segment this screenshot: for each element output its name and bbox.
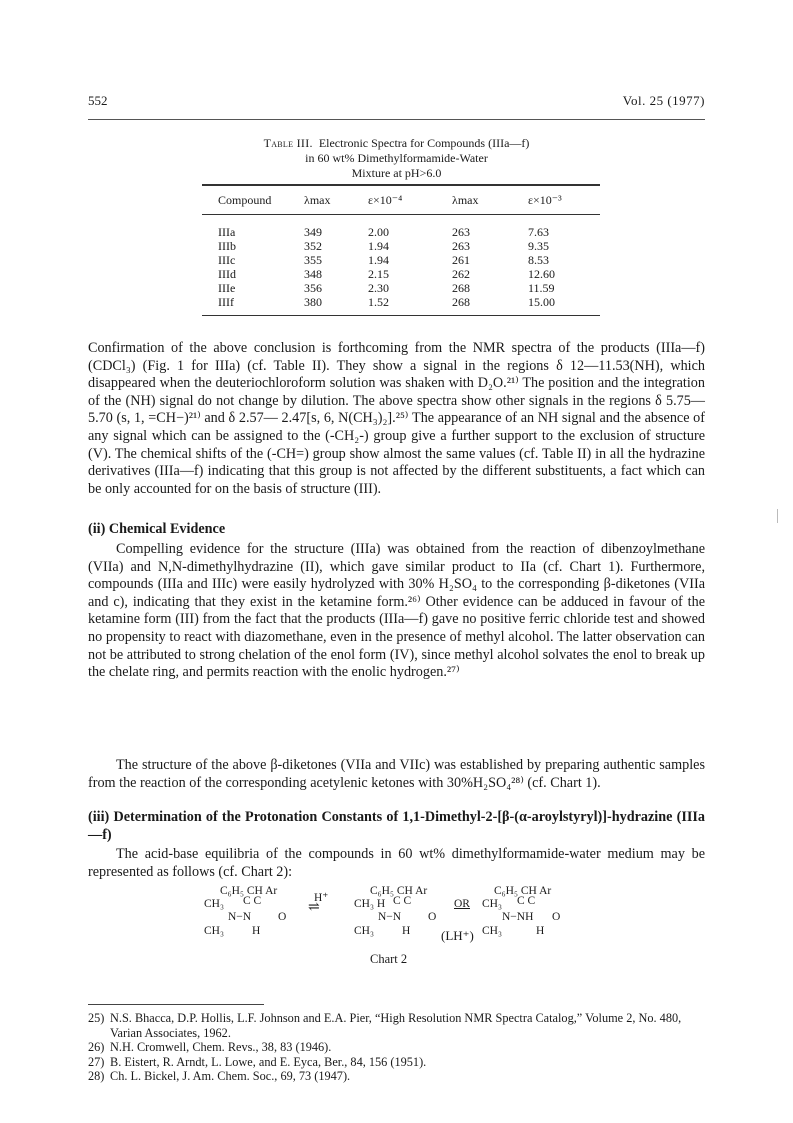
structure-2-hydrazine: N−N: [378, 911, 402, 923]
protonated-form-label: (LH⁺): [441, 928, 474, 943]
structure-2-methyl-top: CH₃ H: [354, 898, 386, 910]
table-row: [202, 295, 600, 316]
table-cell: 352: [304, 239, 322, 253]
table-cell: 1.52: [368, 295, 452, 316]
table-cell: IIIe: [218, 281, 236, 295]
footnote-27: [88, 1055, 705, 1070]
table-row: [202, 267, 600, 281]
table-caption-line3: Mixture at pH>6.0: [351, 166, 442, 180]
structure-2-oxygen: O: [428, 911, 437, 923]
chart-2-caption: Chart 2: [370, 952, 408, 966]
header-lambda-max-2: λmax: [452, 192, 479, 207]
scan-edge-mark: [777, 509, 778, 523]
paragraph-diketone-structure: [88, 757, 705, 792]
table-row: [202, 281, 600, 295]
chart-2-scheme: [190, 885, 610, 945]
structure-3-methyl-bottom: CH₃: [482, 925, 502, 937]
structure-3-oxygen: O: [552, 911, 561, 923]
table-row: [202, 215, 600, 240]
header-epsilon-2: ε×10⁻³: [528, 192, 562, 207]
structure-3-methyl-top: CH₃: [482, 898, 502, 910]
table-header-row: [202, 185, 600, 215]
table-caption: [150, 136, 643, 181]
table-cell: 1.94: [368, 239, 389, 253]
paragraph-text: Confirmation of the above conclusion is forthcoming from the NMR spectra of the products (IIIa—f) (CDCl₃) (Fig. 1 for IIIa) (cf. Table II). They show a signal in the regions δ 12—11.53(NH), which disappeared when the deuteriochloroform solution was shaken with D₂O.²¹⁾ The position and the integration of the (NH) signal do not change by dilution. The above spectra show other signals in the regions δ 5.75—5.70 (s, 1, =CH−)²¹⁾ and δ 2.57— 2.47[s, 6, N(CH₃)₂].²⁵⁾ The appearance of an NH signal and the absence of any signal which can be assigned to the (-CH₂-) group give a further support to the exclusion of structure (V). The chemical shifts of the (-CH=) group show almost the same values (cf. Table II) in all the hydrazine derivatives (IIIa—f) indicating that this group is not affected by the different substituents, a fact which can be only accounted for on the basis of structure (III).: [88, 340, 705, 497]
equilibrium-arrow: ⇌: [308, 900, 320, 915]
table-cell: IIIf: [202, 295, 304, 316]
table-cell: 15.00: [528, 295, 600, 316]
table-cell: 12.60: [528, 267, 555, 281]
structure-1-methyl-bottom: CH₃: [204, 925, 224, 937]
table-caption-line2: in 60 wt% Dimethylformamide-Water: [305, 151, 488, 165]
footnote-number: 27): [88, 1054, 105, 1069]
footnote-number: 28): [88, 1069, 105, 1084]
table-cell: 11.59: [528, 281, 555, 295]
volume-label: Vol. 25 (1977): [622, 93, 705, 108]
structure-1-hydrogen: H: [252, 925, 261, 937]
spectra-table: [202, 184, 600, 316]
paragraph-text: The structure of the above β-diketones (VIIa and VIIc) was established by preparing authentic samples from the reaction of the corresponding acetylenic ketones with 30%H₂SO₄²⁸⁾ (cf. Chart 1).: [88, 757, 705, 791]
table-cell: 7.63: [528, 225, 549, 239]
header-rule: [88, 119, 705, 120]
structure-3-top: C₆H₅ CH Ar: [494, 885, 552, 897]
structure-2-top: C₆H₅ CH Ar: [370, 885, 428, 897]
or-label: OR: [454, 898, 470, 910]
table-row: [202, 239, 600, 253]
footnote-text: N.H. Cromwell, Chem. Revs., 38, 83 (1946).: [110, 1040, 332, 1055]
footnote-text: B. Eistert, R. Arndt, L. Lowe, and E. Eyca, Ber., 84, 156 (1951).: [110, 1054, 427, 1069]
structure-1-backbone: C C: [243, 895, 262, 907]
table-cell: IIIc: [218, 253, 236, 267]
table-cell: 9.35: [528, 239, 549, 253]
footnote-number: 26): [88, 1040, 105, 1055]
table-cell: IIIb: [218, 239, 236, 253]
table-cell: 380: [304, 295, 368, 316]
table-cell: 268: [452, 281, 470, 295]
structure-2-hydrogen: H: [402, 925, 411, 937]
header-compound: Compound: [218, 192, 272, 207]
footnote-28: [88, 1069, 705, 1084]
table-cell: 356: [304, 281, 322, 295]
footnote-25: [88, 1011, 705, 1040]
structure-2-backbone: C C: [393, 895, 412, 907]
paragraph-text: Compelling evidence for the structure (IIIa) was obtained from the reaction of dibenzoylmethane (VIIa) and N,N-dimethylhydrazine (II), which gave similar product to IIa (cf. Chart 1). Furthermore, compounds (IIIa and IIIc) were easily hydrolyzed with 30% H₂SO₄ to the corresponding β-diketones (VIIa and c), indicating that they exist in the ketamine form.²⁶⁾ Other evidence can be adduced in favour of the ketamine form (III) from the fact that the products (IIIa—f) gave no positive ferric chloride test and showed no propensity to react with diazomethane, even in the presence of methyl alcohol. The latter observation can not be attributed to strong chelation of the enol form (IV), since methyl alcohol solvates the enol to break up the chelate ring, and permits reaction with the enolic hydrogen.²⁷⁾: [88, 541, 705, 681]
structure-1-methyl-top: CH₃: [204, 898, 224, 910]
structure-2-methyl-bottom: CH₃: [354, 925, 374, 937]
table-caption-line1: Electronic Spectra for Compounds (IIIa—f): [318, 136, 530, 150]
table-cell: 348: [304, 267, 322, 281]
footnote-text: Ch. L. Bickel, J. Am. Chem. Soc., 69, 73 (1947).: [110, 1069, 351, 1084]
structure-1-hydrazine: N−N: [228, 911, 252, 923]
structure-3-backbone: C C: [517, 895, 536, 907]
structure-3-hydrogen: H: [536, 925, 545, 937]
structure-1-oxygen: O: [278, 911, 287, 923]
paragraph-chemical-evidence: [88, 541, 705, 682]
table-cell: IIId: [218, 267, 236, 281]
page-number: 552: [88, 93, 108, 108]
footnote-text: N.S. Bhacca, D.P. Hollis, L.F. Johnson and E.A. Pier, “High Resolution NMR Spectra Catalog,” Volume 2, No. 480, Varian Associates, 1962.: [110, 1011, 682, 1040]
table-caption-label: Table III.: [263, 136, 313, 150]
structure-1-top: C₆H₅ CH Ar: [220, 885, 278, 897]
footnote-26: [88, 1040, 705, 1055]
table-row: [202, 253, 600, 267]
proton-label: H⁺: [314, 892, 329, 904]
table-cell: 263: [452, 239, 470, 253]
table-cell: 268: [452, 295, 528, 316]
table-cell: 262: [452, 267, 470, 281]
table-cell: 2.00: [368, 225, 389, 239]
page-header: [88, 93, 705, 115]
header-epsilon-1: ε×10⁻⁴: [368, 192, 403, 207]
table-cell: 349: [304, 225, 322, 239]
table-cell: 261: [452, 253, 470, 267]
footnote-number: 25): [88, 1011, 105, 1025]
paragraph-nmr-evidence: [88, 340, 705, 498]
table-cell: 2.15: [368, 267, 389, 281]
footnotes: [88, 1011, 705, 1084]
table-cell: 355: [304, 253, 322, 267]
structure-3-hydrazine: N−NH: [502, 911, 534, 923]
section-heading-protonation-constants: (iii) Determination of the Protonation Constants of 1,1-Dimethyl-2-[β-(α-aroylstyryl)]-hydrazine (IIIa—f): [88, 809, 705, 843]
table-cell: IIIa: [218, 225, 236, 239]
paragraph-acid-base: [88, 846, 705, 881]
table-cell: 2.30: [368, 281, 389, 295]
table-cell: 1.94: [368, 253, 389, 267]
footnote-rule: [88, 1004, 264, 1005]
table-cell: 8.53: [528, 253, 549, 267]
paragraph-text: The acid-base equilibria of the compounds in 60 wt% dimethylformamide-water medium may be represented as follows (cf. Chart 2):: [88, 846, 705, 880]
section-heading-chemical-evidence: (ii) Chemical Evidence: [88, 521, 226, 537]
header-lambda-max-1: λmax: [304, 192, 331, 207]
table-cell: 263: [452, 225, 470, 239]
